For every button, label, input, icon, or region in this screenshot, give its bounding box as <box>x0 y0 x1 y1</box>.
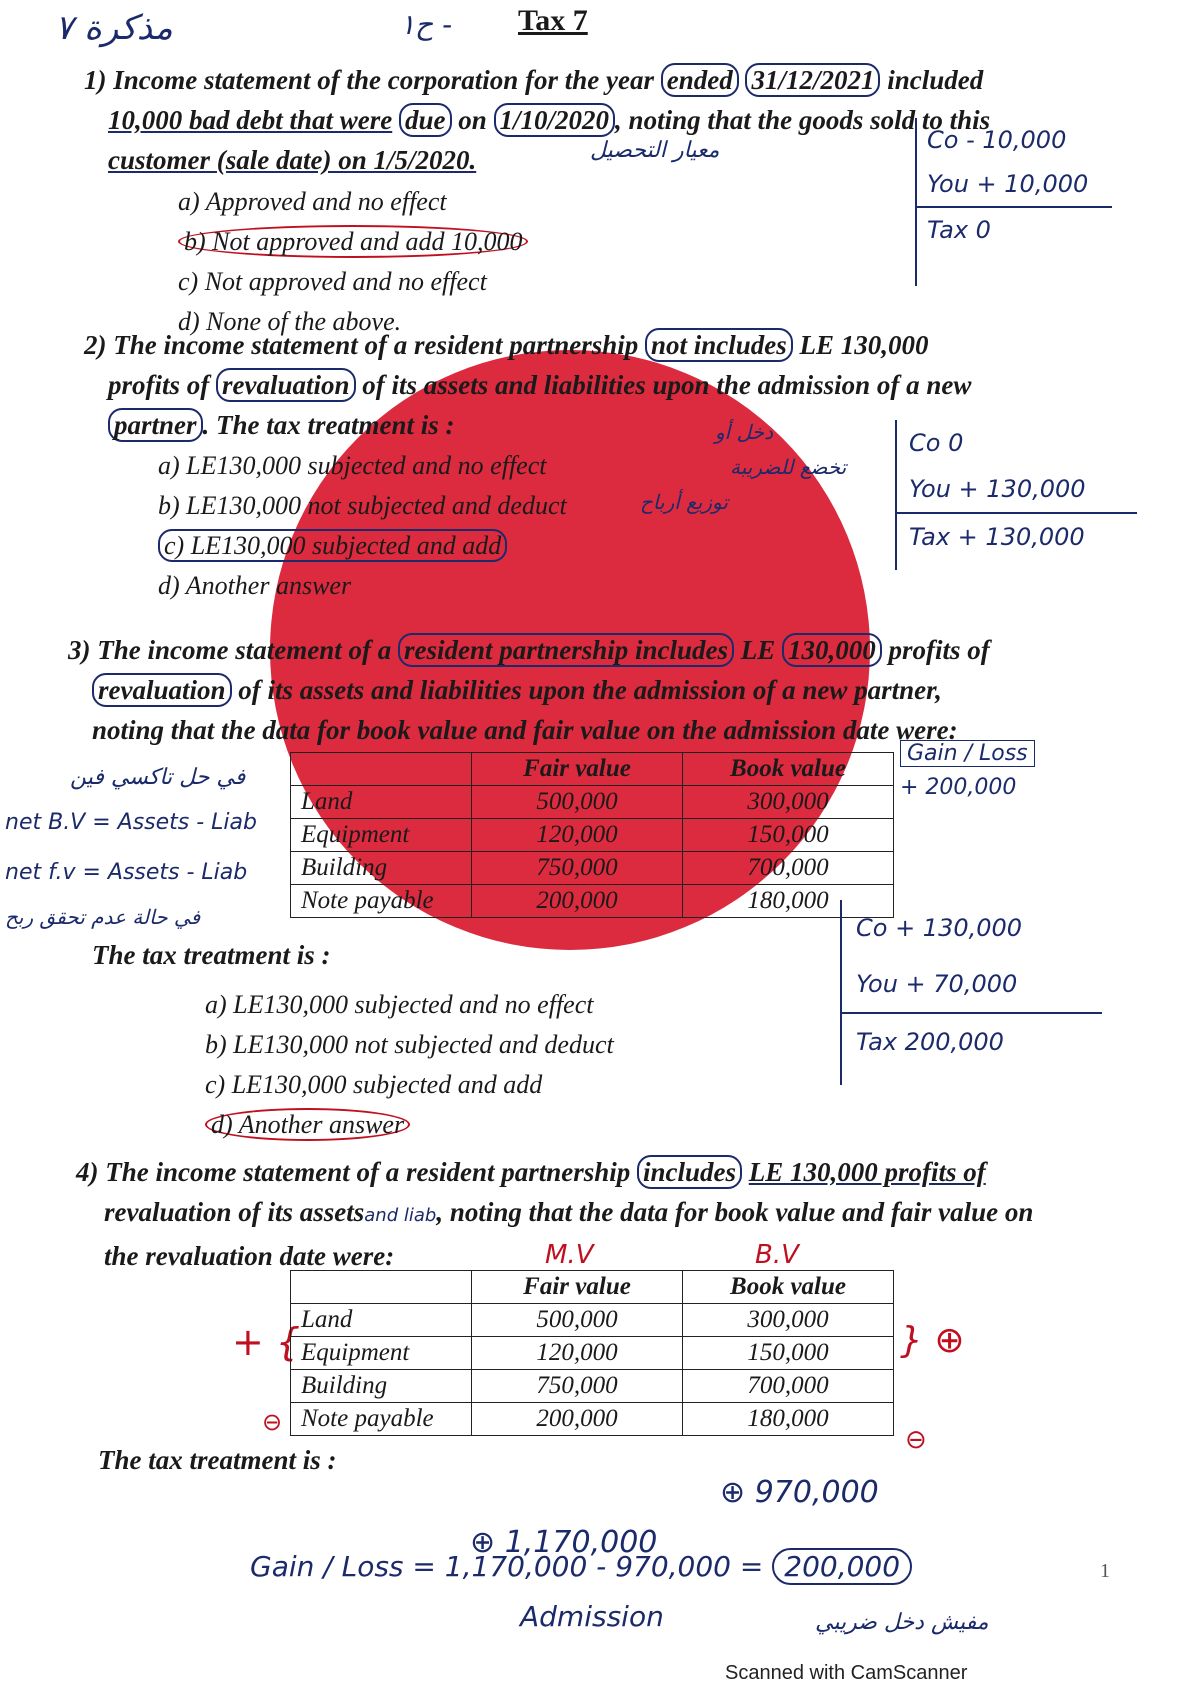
q3-value-table: Fair value Book value Land 500,000 300,000 Equipment 120,000 150,000 Building 750,000 700,000 Note payable 200,000 180,000 <box>290 752 894 918</box>
q4-bottom-arabic: مفيش دخل ضريبي <box>815 1610 989 1635</box>
q4-sum-fv: ⊕ 1,170,000 <box>470 1525 658 1560</box>
q1-option-b: b) Not approved and add 10,000 <box>178 222 528 262</box>
q2-text: 2) The income statement of a resident partnership not includes LE 130,000 profits of revaluation of its assets and liabilities upon the admission of a new partner . The tax treatment is : <box>84 330 972 440</box>
q4-formula: Gain / Loss = 1,170,000 - 970,000 = 200,000 <box>250 1550 912 1583</box>
q4-value-table: Fair value Book value Land 500,000 300,000 Equipment 120,000 150,000 Building 750,000 700,000 Note payable 200,000 180,000 <box>290 1270 894 1436</box>
q1-arabic-note: معيار التحصيل <box>590 138 720 163</box>
q4-right-minus: ⊖ <box>905 1425 927 1455</box>
q1-option-a: a) Approved and no effect <box>178 187 447 216</box>
table-row: Equipment 120,000 150,000 <box>291 819 894 852</box>
q3-text: 3) The income statement of a resident partnership includes LE 130,000 profits of revaluation of its assets and liabilities upon the admission of a new partner, noting that the data for book value and fair value on the admission date were: <box>68 635 990 745</box>
q2-arabic-note-2: تخضع للضريبة <box>730 455 847 479</box>
q3-option-d: d) Another answer <box>205 1105 614 1145</box>
scanner-watermark: Scanned with CamScanner <box>725 1662 968 1684</box>
q3-margin-net-bv: net B.V = Assets - Liab <box>5 810 257 835</box>
q4-right-bracket: } ⊕ <box>900 1320 965 1361</box>
q4-bv-label: B.V <box>755 1240 799 1270</box>
q2-option-d: d) Another answer <box>158 571 352 600</box>
q1-side-box: Co - 10,000 You + 10,000 Tax 0 <box>915 118 1112 286</box>
q2-options <box>158 446 567 606</box>
q3-gain-value: + 200,000 <box>900 775 1017 800</box>
q4-formula-result: 200,000 <box>772 1548 912 1585</box>
q2-option-b: b) LE130,000 not subjected and deduct <box>158 491 567 520</box>
q3-option-a: a) LE130,000 subjected and no effect <box>205 990 594 1019</box>
table-row: Land 500,000 300,000 <box>291 786 894 819</box>
table-row: Building 750,000 700,000 <box>291 1370 894 1403</box>
q3-margin-bottom-arabic: في حالة عدم تحقق ربح <box>5 905 201 929</box>
table-row: Note payable 200,000 180,000 <box>291 1403 894 1436</box>
q3-tax-treatment: The tax treatment is : <box>92 940 331 970</box>
q2-arabic-note-1: دخل أو <box>715 420 773 444</box>
q3-options <box>205 985 614 1145</box>
table-row: Note payable 200,000 180,000 <box>291 885 894 918</box>
q3-margin-top-arabic: في حل تاكسي فين <box>70 765 246 790</box>
table-row: Building 750,000 700,000 <box>291 852 894 885</box>
q1-option-d: d) None of the above. <box>178 307 402 336</box>
q3-table-wrap <box>290 752 894 918</box>
header-handwritten-mid: ح١ - <box>400 8 453 41</box>
page-title: Tax 7 <box>518 4 588 37</box>
q3-option-c: c) LE130,000 subjected and add <box>205 1070 543 1099</box>
q4-minus-mark: ⊖ <box>262 1408 283 1436</box>
q1-option-c: c) Not approved and no effect <box>178 267 487 296</box>
header-handwritten-left: مذكرة ٧ <box>55 8 173 48</box>
q4-tax-treatment: The tax treatment is : <box>98 1445 337 1475</box>
table-row: Land 500,000 300,000 <box>291 1304 894 1337</box>
q2-option-a: a) LE130,000 subjected and no effect <box>158 451 547 480</box>
table-row: Equipment 120,000 150,000 <box>291 1337 894 1370</box>
q4-sum-bv: ⊕ 970,000 <box>720 1475 879 1510</box>
q1-options <box>178 182 528 342</box>
q3-option-b: b) LE130,000 not subjected and deduct <box>205 1030 614 1059</box>
q2-arabic-note-3: توزيع أرباح <box>640 490 728 514</box>
q3-margin-net-fv: net f.v = Assets - Liab <box>5 860 248 885</box>
q4-text: 4) The income statement of a resident partnership includes LE 130,000 profits of revaluation of its assetsand liab, noting that the data for book value and fair value on the revaluation date were: <box>76 1157 1034 1271</box>
q3-gain-loss-label: Gain / Loss <box>900 740 1035 767</box>
page-number: 1 <box>1100 1560 1110 1582</box>
q3-side-box: Co + 130,000 You + 70,000 Tax 200,000 <box>840 900 1102 1085</box>
q4-plus-bracket: + { <box>232 1320 301 1364</box>
q2-option-c: c) LE130,000 subjected and add <box>158 526 567 566</box>
q1-text: 1) Income statement of the corporation for the year ended 31/12/2021 included 10,000 bad debt that were due on 1/10/2020 , noting that the goods sold to this customer (sale date) on 1/5/2020. <box>84 65 991 175</box>
q4-mv-label: M.V <box>545 1240 594 1270</box>
q4-admission: Admission <box>520 1600 664 1633</box>
q4-table-wrap <box>290 1270 894 1436</box>
q2-side-box: Co 0 You + 130,000 Tax + 130,000 <box>895 420 1137 570</box>
